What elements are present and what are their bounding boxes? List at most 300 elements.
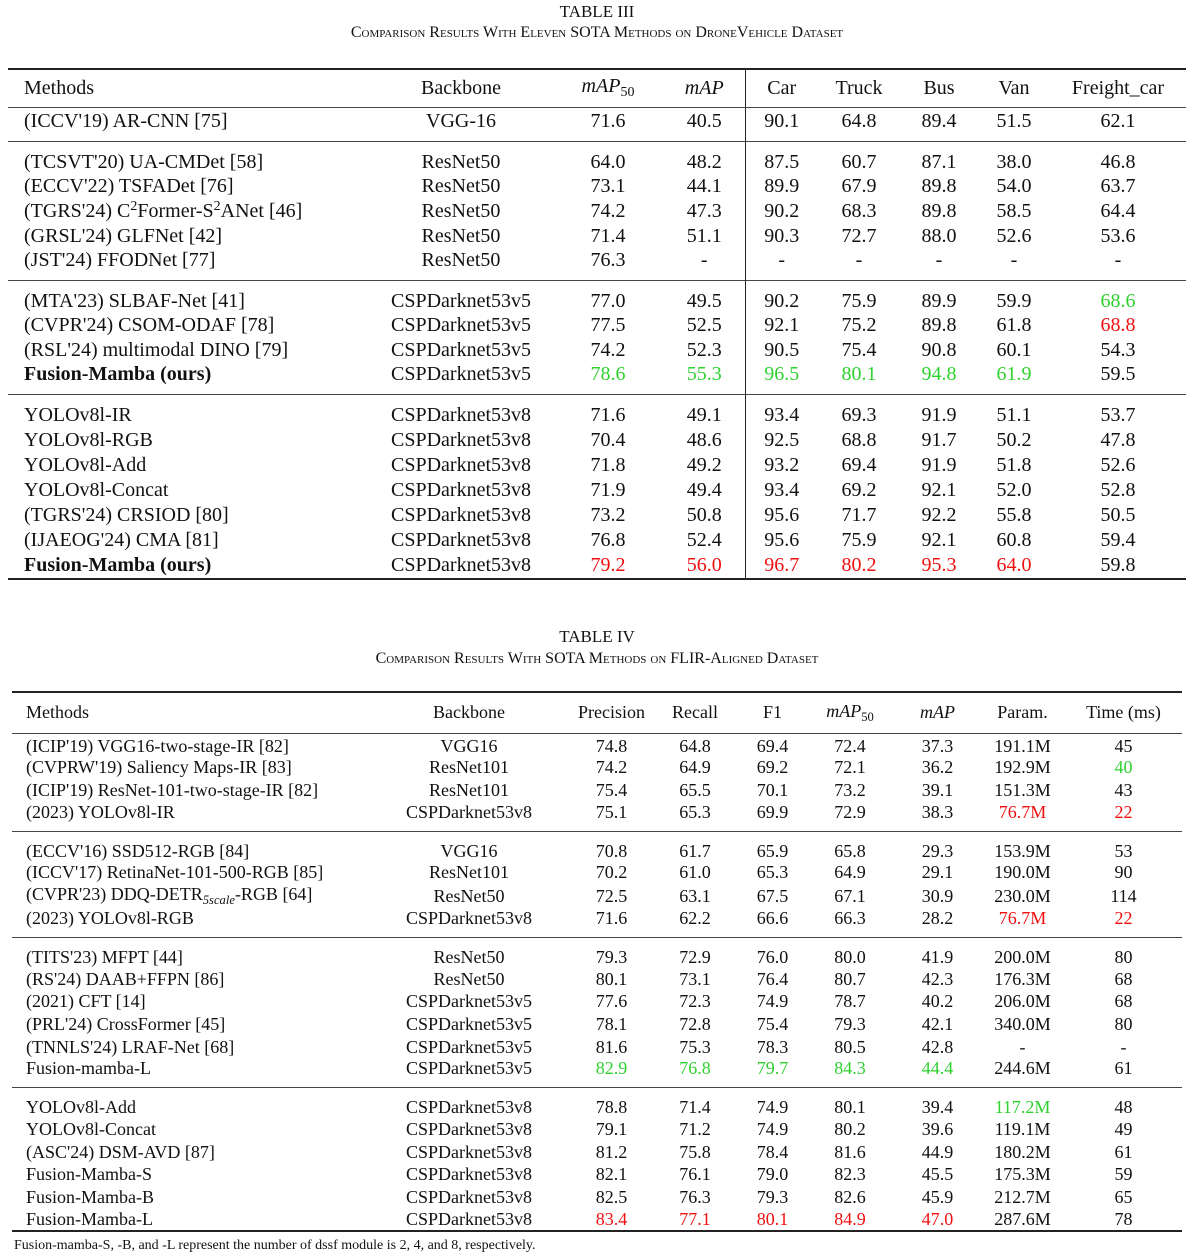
value-cell: 73.1 xyxy=(590,174,626,197)
value-cell: ResNet50 xyxy=(421,224,501,247)
value-cell: 52.6 xyxy=(996,224,1032,247)
value-cell: 92.1 xyxy=(921,529,957,552)
value-cell: 38.0 xyxy=(978,141,1050,174)
value-cell: 80 xyxy=(1065,938,1182,969)
method-cell: (TCSVT'20) UA-CMDet [58] xyxy=(8,141,370,174)
value-cell: CSPDarknet53v5 xyxy=(391,314,531,337)
table4-caption: Comparison Results With SOTA Methods on FLIR-Aligned Dataset xyxy=(375,650,819,667)
table-row xyxy=(12,884,1182,908)
value-cell: 61.0 xyxy=(679,862,711,883)
value-cell: 73.1 xyxy=(679,968,711,989)
value-cell: 93.2 xyxy=(745,453,818,478)
value-cell: 63.7 xyxy=(1100,174,1136,197)
value-cell: 91.9 xyxy=(900,395,978,428)
method-cell: Fusion-Mamba-S xyxy=(26,1164,152,1185)
value-cell: 59 xyxy=(1114,1164,1133,1185)
value-cell: CSPDarknet53v8 xyxy=(406,1209,532,1230)
value-cell: ResNet50 xyxy=(365,938,573,969)
value-cell: 69.2 xyxy=(756,757,789,778)
value-cell: 90.2 xyxy=(745,199,818,224)
value-cell: 66.3 xyxy=(834,908,866,929)
value-cell: 71.8 xyxy=(590,453,626,476)
method-cell: (RSL'24) multimodal DINO [79] xyxy=(24,339,289,362)
column-header-van: Van xyxy=(978,69,1050,107)
method-cell: YOLOv8l-RGB xyxy=(24,428,153,451)
table-row xyxy=(8,107,1186,141)
value-cell: 72.1 xyxy=(834,757,866,778)
value-cell: CSPDarknet53v5 xyxy=(406,991,532,1012)
value-cell: 49 xyxy=(1114,1119,1133,1140)
table-row xyxy=(8,427,1186,452)
value-cell: 69.4 xyxy=(841,453,877,476)
value-cell: 78.1 xyxy=(595,1014,628,1035)
value-cell: ResNet101 xyxy=(429,779,509,800)
column-header-bus: Bus xyxy=(900,69,978,107)
value-cell: 71.4 xyxy=(590,224,626,247)
column-header-precision: Precision xyxy=(573,692,650,733)
value-cell: 176.3M xyxy=(994,968,1051,989)
value-cell: 77.5 xyxy=(590,314,626,337)
value-cell: 22 xyxy=(1114,908,1133,929)
table-row xyxy=(12,862,1182,885)
value-cell: 59.5 xyxy=(1100,363,1136,386)
value-cell: 80.1 xyxy=(841,363,877,386)
value-cell: 78.4 xyxy=(756,1141,789,1162)
value-cell: 68.8 xyxy=(841,428,877,451)
value-cell: 60.8 xyxy=(996,529,1032,552)
value-cell: ResNet50 xyxy=(370,141,552,174)
value-cell: 151.3M xyxy=(994,779,1051,800)
method-cell: YOLOv8l-Add xyxy=(12,1088,365,1119)
value-cell: ResNet50 xyxy=(433,885,505,906)
value-cell: 69.3 xyxy=(818,395,900,428)
value-cell: 65.5 xyxy=(679,779,711,800)
value-cell: 180.2M xyxy=(994,1141,1051,1162)
table3-caption: Comparison Results With Eleven SOTA Methods on DroneVehicle Dataset xyxy=(350,24,844,41)
value-cell: 61 xyxy=(1114,1058,1133,1079)
value-cell: 80.5 xyxy=(834,1036,866,1057)
header-text: mAP xyxy=(920,702,955,723)
value-cell: 64.8 xyxy=(679,735,711,756)
value-cell: 52.8 xyxy=(1100,478,1136,501)
value-cell: 22 xyxy=(1114,801,1133,822)
method-cell: (TITS'23) MFPT [44] xyxy=(12,938,365,969)
column-header-param-: Param. xyxy=(980,692,1065,733)
value-cell: 73.2 xyxy=(590,504,626,527)
value-cell: 72.8 xyxy=(679,1014,711,1035)
value-cell: VGG16 xyxy=(440,735,498,756)
value-cell: 53.6 xyxy=(1100,224,1136,247)
value-cell: 212.7M xyxy=(994,1187,1051,1207)
method-cell: Fusion-Mamba (ours) xyxy=(24,363,212,386)
table-row xyxy=(12,968,1182,991)
value-cell: 39.4 xyxy=(895,1088,980,1119)
value-cell: CSPDarknet53v5 xyxy=(391,339,531,362)
value-cell: 75.2 xyxy=(841,314,877,337)
value-cell: 62.2 xyxy=(679,908,711,929)
value-cell: 89.8 xyxy=(921,314,957,337)
value-cell: 71.2 xyxy=(679,1119,711,1140)
value-cell: 55.3 xyxy=(686,363,722,386)
value-cell: 78.7 xyxy=(834,991,866,1012)
value-cell: 80.2 xyxy=(841,553,877,576)
value-cell: 54.3 xyxy=(1100,339,1136,362)
value-cell: CSPDarknet53v5 xyxy=(370,281,552,314)
method-cell: (ASC'24) DSM-AVD [87] xyxy=(26,1141,215,1162)
value-cell: CSPDarknet53v8 xyxy=(391,428,531,451)
value-cell: 44.1 xyxy=(686,174,722,197)
value-cell: 61.7 xyxy=(650,831,740,862)
column-header-methods: Methods xyxy=(12,692,365,733)
value-cell: - xyxy=(700,249,708,272)
value-cell: 79.3 xyxy=(756,1187,789,1207)
value-cell: 50.5 xyxy=(1100,504,1136,527)
value-cell: 74.2 xyxy=(595,757,628,778)
value-cell: 77.0 xyxy=(552,281,664,314)
column-header-freight-car: Freight_car xyxy=(1050,69,1186,107)
value-cell: 94.8 xyxy=(921,363,957,386)
table-row xyxy=(12,802,1182,832)
value-cell: 75.9 xyxy=(841,529,877,552)
value-cell: 90 xyxy=(1114,862,1133,883)
value-cell: CSPDarknet53v8 xyxy=(370,395,552,428)
value-cell: 49.1 xyxy=(664,395,745,428)
value-cell: 72.7 xyxy=(841,224,877,247)
value-cell: 59.4 xyxy=(1100,529,1136,552)
value-cell: 44.9 xyxy=(921,1141,954,1162)
method-cell: (2021) CFT [14] xyxy=(26,991,146,1012)
value-cell: 64.9 xyxy=(679,757,711,778)
method-cell: (RS'24) DAAB+FFPN [86] xyxy=(26,968,225,989)
value-cell: 72.3 xyxy=(679,991,711,1012)
value-cell: 68 xyxy=(1114,968,1133,989)
table-row xyxy=(8,363,1186,395)
table-row xyxy=(12,1058,1182,1088)
value-cell: 51.1 xyxy=(686,224,722,247)
value-cell: - xyxy=(1010,249,1018,272)
value-cell: 49.5 xyxy=(664,281,745,314)
method-cell: (2023) YOLOv8l-RGB xyxy=(26,908,194,929)
table-row xyxy=(8,224,1186,249)
value-cell: 72.9 xyxy=(834,801,866,822)
value-cell: 84.9 xyxy=(834,1209,866,1230)
table-row xyxy=(8,313,1186,338)
value-cell: 65.8 xyxy=(805,831,895,862)
value-cell: 200.0M xyxy=(980,938,1065,969)
value-cell: ResNet50 xyxy=(421,199,501,222)
table-row xyxy=(8,199,1186,224)
table-row xyxy=(12,1088,1182,1119)
value-cell: 65.9 xyxy=(740,831,805,862)
value-cell: CSPDarknet53v8 xyxy=(391,553,531,576)
value-cell: 70.2 xyxy=(595,862,628,883)
value-cell: 59.8 xyxy=(1100,553,1136,576)
method-cell: (CVPR'24) CSOM-ODAF [78] xyxy=(24,314,275,337)
value-cell: 60.1 xyxy=(996,339,1032,362)
value-cell: 93.4 xyxy=(745,478,818,503)
value-cell: 58.5 xyxy=(996,199,1032,222)
value-cell: 89.8 xyxy=(921,174,957,197)
value-cell: 63.1 xyxy=(679,885,711,906)
column-header-backbone: Backbone xyxy=(365,692,573,733)
value-cell: 65.3 xyxy=(756,862,789,883)
value-cell: 53 xyxy=(1065,831,1182,862)
value-cell: 47.0 xyxy=(921,1209,954,1230)
value-cell: 50.2 xyxy=(996,428,1032,451)
value-cell: 71.9 xyxy=(590,478,626,501)
table-row xyxy=(12,831,1182,862)
value-cell: 74.9 xyxy=(740,1088,805,1119)
value-cell: 76.3 xyxy=(679,1187,711,1207)
table4-title: TABLE IV xyxy=(559,627,635,646)
value-cell: 54.0 xyxy=(996,174,1032,197)
value-cell: 84.3 xyxy=(834,1058,866,1079)
value-cell: 82.3 xyxy=(834,1164,866,1185)
column-header-recall: Recall xyxy=(650,692,740,733)
value-cell: 38.3 xyxy=(921,801,954,822)
value-cell: 95.6 xyxy=(745,503,818,528)
value-cell: 91.9 xyxy=(921,453,957,476)
value-cell: CSPDarknet53v8 xyxy=(406,1119,532,1140)
value-cell: 40 xyxy=(1114,757,1133,778)
table-row xyxy=(12,779,1182,802)
value-cell: 71.6 xyxy=(595,908,628,929)
value-cell: 117.2M xyxy=(980,1088,1065,1119)
table-row xyxy=(12,991,1182,1014)
value-cell: 78.3 xyxy=(756,1036,789,1057)
column-header-time-ms-: Time (ms) xyxy=(1065,692,1182,733)
subscript: 50 xyxy=(620,85,635,101)
value-cell: 76.0 xyxy=(740,938,805,969)
value-cell: 119.1M xyxy=(994,1119,1051,1140)
value-cell: 70.8 xyxy=(573,831,650,862)
value-cell: 47.3 xyxy=(686,199,722,222)
value-cell: 80.7 xyxy=(834,968,866,989)
column-header-map xyxy=(895,692,980,733)
method-cell: YOLOv8l-Add xyxy=(24,453,147,476)
method-cell: (JST'24) FFODNet [77] xyxy=(24,249,216,272)
subscript: 5scale xyxy=(202,893,235,908)
value-cell: 78.6 xyxy=(590,363,626,386)
value-cell: - xyxy=(745,249,818,281)
value-cell: 95.6 xyxy=(745,528,818,553)
value-cell: 30.9 xyxy=(921,885,954,906)
table-row xyxy=(8,453,1186,478)
table-row xyxy=(8,503,1186,528)
method-cell: Fusion-Mamba-L xyxy=(26,1209,153,1230)
value-cell: 114 xyxy=(1110,885,1137,906)
method-cell: (CVPR'23) DDQ-$DETR_{5scale}$-RGB [64] xyxy=(26,884,313,908)
value-cell: 68.6 xyxy=(1050,281,1186,314)
method-cell: (ECCV'22) TSFADet [76] xyxy=(24,174,234,197)
table-row xyxy=(12,908,1182,938)
value-cell: 41.9 xyxy=(895,938,980,969)
value-cell: 45.9 xyxy=(921,1187,954,1207)
value-cell: 65.3 xyxy=(679,801,711,822)
value-cell: 61 xyxy=(1114,1141,1133,1162)
value-cell: ResNet101 xyxy=(429,757,509,778)
value-cell: - xyxy=(935,249,943,272)
value-cell: 79.0 xyxy=(756,1164,789,1185)
method-cell: (CVPRW'19) Saliency Maps-IR [83] xyxy=(26,757,292,778)
method-cell: (MTA'23) SLBAF-Net [41] xyxy=(8,281,370,314)
value-cell: 76.7M xyxy=(998,801,1047,822)
value-cell: 71.6 xyxy=(552,395,664,428)
value-cell: 29.3 xyxy=(895,831,980,862)
value-cell: 80.2 xyxy=(834,1119,866,1140)
value-cell: CSPDarknet53v5 xyxy=(406,1036,532,1057)
value-cell: 72.4 xyxy=(834,735,866,756)
value-cell: 82.5 xyxy=(595,1187,628,1207)
value-cell: 61.8 xyxy=(996,314,1032,337)
value-cell: 67.9 xyxy=(841,174,877,197)
value-cell: 79.3 xyxy=(834,1014,866,1035)
value-cell: 71.4 xyxy=(650,1088,740,1119)
value-cell: 191.1M xyxy=(994,735,1051,756)
table-row xyxy=(12,1164,1182,1187)
value-cell: 42.3 xyxy=(921,968,954,989)
table-row xyxy=(8,249,1186,281)
value-cell: 43 xyxy=(1114,779,1133,800)
value-cell: 76.4 xyxy=(756,968,789,989)
value-cell: 49.4 xyxy=(686,478,722,501)
column-header-f1: F1 xyxy=(740,692,805,733)
table3-title: TABLE III xyxy=(559,2,635,21)
method-cell: (IJAEOG'24) CMA [81] xyxy=(24,529,219,552)
value-cell: 76.8 xyxy=(679,1058,711,1079)
table-row xyxy=(12,757,1182,780)
value-cell: 66.6 xyxy=(756,908,789,929)
value-cell: 82.9 xyxy=(595,1058,628,1079)
value-cell: 73.2 xyxy=(834,779,866,800)
value-cell: 52.3 xyxy=(686,339,722,362)
value-cell: 45.5 xyxy=(921,1164,954,1185)
column-header-car: Car xyxy=(745,69,818,107)
header-row xyxy=(8,69,1186,107)
value-cell: 75.1 xyxy=(595,801,628,822)
method-cell: (ICIP'19) VGG16-two-stage-IR [82] xyxy=(26,735,289,756)
value-cell: CSPDarknet53v8 xyxy=(406,801,532,822)
table-row xyxy=(8,174,1186,199)
value-cell: 175.3M xyxy=(994,1164,1051,1185)
value-cell: CSPDarknet53v8 xyxy=(406,1187,532,1207)
value-cell: 36.2 xyxy=(921,757,954,778)
value-cell: 64.0 xyxy=(552,141,664,174)
table-row xyxy=(12,938,1182,969)
value-cell: 76.8 xyxy=(590,529,626,552)
value-cell: 53.7 xyxy=(1050,395,1186,428)
value-cell: 69.4 xyxy=(756,735,789,756)
value-cell: 79.2 xyxy=(590,553,626,576)
value-cell: 82.1 xyxy=(595,1164,628,1185)
value-cell: 42.1 xyxy=(921,1014,954,1035)
value-cell: 82.6 xyxy=(834,1187,866,1207)
value-cell: 287.6M xyxy=(994,1209,1051,1230)
value-cell: 60.7 xyxy=(818,141,900,174)
table-row xyxy=(12,1118,1182,1141)
value-cell: CSPDarknet53v8 xyxy=(391,478,531,501)
value-cell: 64.4 xyxy=(1100,199,1136,222)
value-cell: 68.3 xyxy=(841,199,877,222)
value-cell: 192.9M xyxy=(994,757,1051,778)
value-cell: 230.0M xyxy=(994,885,1051,906)
value-cell: 48.2 xyxy=(664,141,745,174)
method-cell: (ICIP'19) ResNet-101-two-stage-IR [82] xyxy=(26,779,319,800)
value-cell: 68.8 xyxy=(1100,314,1136,337)
value-cell: 81.6 xyxy=(834,1141,866,1162)
column-header-map-50 xyxy=(805,692,895,733)
value-cell: 78 xyxy=(1114,1209,1133,1230)
value-cell: CSPDarknet53v8 xyxy=(365,1088,573,1119)
value-cell: 80.1 xyxy=(595,968,628,989)
header-text: mAP xyxy=(684,76,724,99)
value-cell: 76.3 xyxy=(590,249,626,272)
method-cell: Fusion-Mamba (ours) xyxy=(24,553,212,576)
value-cell: - xyxy=(855,249,863,272)
value-cell: CSPDarknet53v8 xyxy=(391,453,531,476)
method-cell: (2023) YOLOv8l-IR xyxy=(26,801,175,822)
table4-footnote: Fusion-mamba-S, -B, and -L represent the number of dssf module is 2, 4, and 8, respectively. xyxy=(14,1238,536,1253)
value-cell: 74.2 xyxy=(590,339,626,362)
value-cell: 70.1 xyxy=(756,779,789,800)
method-cell: YOLOv8l-Concat xyxy=(26,1119,156,1140)
value-cell: CSPDarknet53v8 xyxy=(391,504,531,527)
value-cell: 76.7M xyxy=(998,908,1047,929)
value-cell: 92.5 xyxy=(745,427,818,452)
header-text: mAP xyxy=(826,700,862,721)
value-cell: 91.7 xyxy=(921,428,957,451)
value-cell: 75.4 xyxy=(756,1014,789,1035)
value-cell: 92.2 xyxy=(921,504,957,527)
value-cell: 206.0M xyxy=(994,991,1051,1012)
value-cell: VGG16 xyxy=(365,831,573,862)
value-cell: 80 xyxy=(1114,1014,1133,1035)
value-cell: CSPDarknet53v8 xyxy=(391,529,531,552)
table-row xyxy=(12,1036,1182,1059)
value-cell: 51.1 xyxy=(978,395,1050,428)
column-header-methods: Methods xyxy=(8,69,370,107)
value-cell: 61.9 xyxy=(996,363,1032,386)
value-cell: 76.1 xyxy=(679,1164,711,1185)
header-text: mAP xyxy=(581,75,621,98)
value-cell: 62.1 xyxy=(1100,109,1136,132)
value-cell: 80.1 xyxy=(756,1209,789,1230)
value-cell: 90.2 xyxy=(745,281,818,314)
column-header-map xyxy=(664,69,745,107)
method-cell: Fusion-Mamba-B xyxy=(26,1187,154,1207)
value-cell: 72.5 xyxy=(595,885,628,906)
table-row xyxy=(8,338,1186,363)
value-cell: 39.6 xyxy=(921,1119,954,1140)
value-cell: 153.9M xyxy=(980,831,1065,862)
value-cell: 89.8 xyxy=(921,199,957,222)
value-cell: 67.5 xyxy=(756,885,789,906)
value-cell: 81.2 xyxy=(595,1141,628,1162)
value-cell: 87.5 xyxy=(745,141,818,174)
value-cell: 79.3 xyxy=(573,938,650,969)
value-cell: 50.8 xyxy=(686,504,722,527)
table-row xyxy=(8,395,1186,428)
value-cell: 79.1 xyxy=(595,1119,628,1140)
value-cell: 51.5 xyxy=(996,109,1032,132)
value-cell: 46.8 xyxy=(1050,141,1186,174)
value-cell: 90.3 xyxy=(745,224,818,249)
superscript: 2 xyxy=(213,199,221,215)
value-cell: 37.3 xyxy=(921,735,954,756)
value-cell: 44.4 xyxy=(921,1058,954,1079)
value-cell: 52.4 xyxy=(686,529,722,552)
table4-flir-aligned-results xyxy=(12,691,1182,1232)
